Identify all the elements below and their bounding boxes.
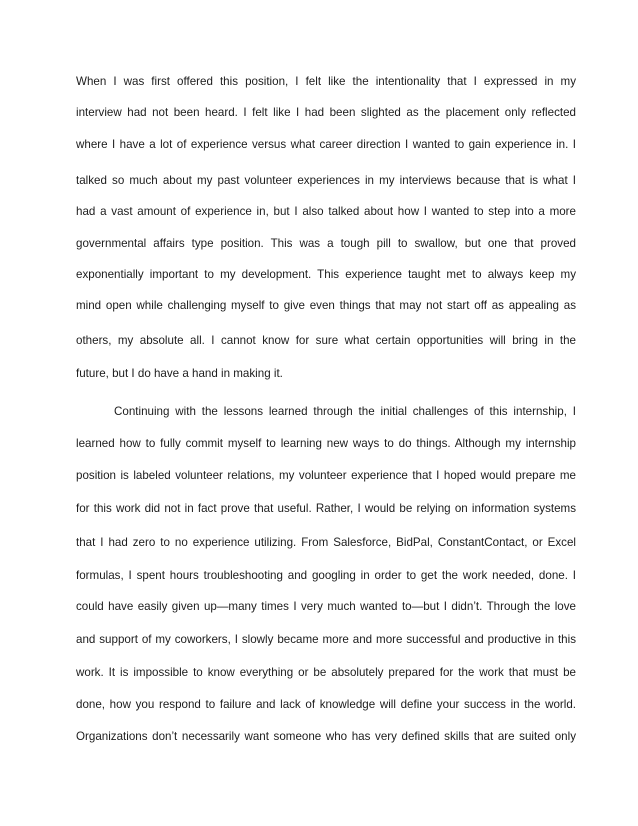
text-line: talked so much about my past volunteer experiences in my interviews because that is what I — [76, 174, 576, 187]
text-line: position is labeled volunteer relations, my volunteer experience that I hoped would prepare me — [76, 469, 576, 482]
text-line: could have easily given up—many times I very much wanted to—but I didn’t. Through the love — [76, 600, 576, 613]
text-line: others, my absolute all. I cannot know for sure what certain opportunities will bring in the — [76, 334, 576, 347]
text-line: work. It is impossible to know everything or be absolutely prepared for the work that must be — [76, 666, 576, 679]
text-line: and support of my coworkers, I slowly became more and more successful and productive in this — [76, 633, 576, 646]
text-line: Organizations don’t necessarily want someone who has very defined skills that are suited only — [76, 730, 576, 743]
text-line: mind open while challenging myself to give even things that may not start off as appealing as — [76, 299, 576, 312]
text-line: learned how to fully commit myself to learning new ways to do things. Although my internship — [76, 437, 576, 450]
text-line: for this work did not in fact prove that useful. Rather, I would be relying on information systems — [76, 502, 576, 515]
text-line: had a vast amount of experience in, but I also talked about how I wanted to step into a more — [76, 205, 576, 218]
text-line: When I was first offered this position, I felt like the intentionality that I expressed in my — [76, 75, 576, 88]
text-line: where I have a lot of experience versus what career direction I wanted to gain experience in. I — [76, 138, 576, 151]
text-line: governmental affairs type position. This was a tough pill to swallow, but one that proved — [76, 237, 576, 250]
text-line: that I had zero to no experience utilizing. From Salesforce, BidPal, ConstantContact, or Excel — [76, 536, 576, 549]
text-line: future, but I do have a hand in making it. — [76, 367, 283, 380]
text-line: Continuing with the lessons learned through the initial challenges of this internship, I — [114, 405, 576, 418]
text-line: interview had not been heard. I felt like I had been slighted as the placement only reflected — [76, 106, 576, 119]
text-line: formulas, I spent hours troubleshooting and googling in order to get the work needed, done. I — [76, 569, 576, 582]
text-line: exponentially important to my development. This experience taught met to always keep my — [76, 268, 576, 281]
text-line: done, how you respond to failure and lack of knowledge will define your success in the world. — [76, 698, 576, 711]
